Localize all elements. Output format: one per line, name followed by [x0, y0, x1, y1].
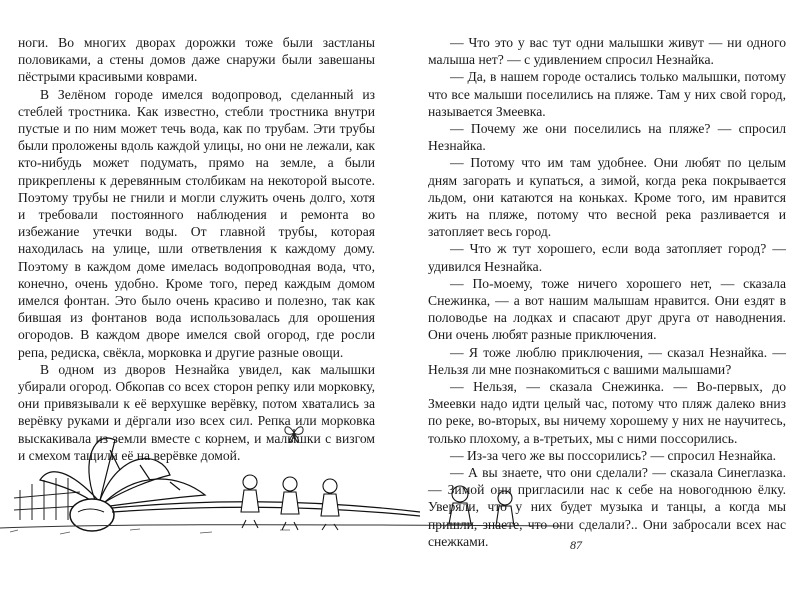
paragraph: — Да, в нашем городе остались только малышки, потому что все малыши поселились на пляже. Там у них свой город, называется Змеевка.: [428, 69, 786, 119]
page-number: 87: [570, 538, 582, 552]
paragraph: — Потому что им там удобнее. Они любят по целым дням загорать и купаться, а зимой, когда река покрывается льдом, они катаются на коньках. Кроме того, им нравится жить на пляже, потому что весной река разливается и затопляет весь город.: [428, 155, 786, 240]
paragraph: ноги. Во многих дворах дорожки тоже были застланы половиками, а стены домов даже снаружи были завешаны пёстрыми красивыми коврами.: [18, 35, 375, 85]
paragraph: В одном из дворов Незнайка увидел, как малышки убирали огород. Обкопав со всех сторон репку или морковку, они привязывали к её верхушке верёвку, потом хватались за верёвку руками и дёргали изо всех сил. Репка или морковка выскакивала из земли вместе с корнем, и малышки с визгом и смехом тащили её на верёвке домой.: [18, 361, 375, 463]
paragraph: — Почему же они поселились на пляже? — спросил Незнайка.: [428, 121, 786, 154]
paragraph: В Зелёном городе имелся водопровод, сделанный из стеблей тростника. Как известно, стебли тростника внутри пустые и по ним может течь вода, как по трубам. Эти трубы были проложены вдоль каждой улицы, но они не лежали, как кто-нибудь может подумать, прямо на земле, а были прикреплены к деревянным столбикам на некоторой высоте. Поэтому трубы не гнили и могли служить очень долго, хотя и требовали постоянного наблюдения и ремонта во избежание утечки воды. От главной трубы, которая находилась на улице, шли ответвления к каждому дому. Поэтому в каждом доме имелась водопроводная вода, что, конечно, очень удобно. Кроме того, перед каждым домом имелся фонтан. Это было очень красиво и полезно, так как бившая из фонтанов вода использовалась для орошения огородов. В каждом дворе имелся свой огород, где росли репа, редиска, свёкла, морковка и другие разные овощи.: [18, 86, 375, 360]
paragraph: — Что ж тут хорошего, если вода затопляет город? — удивился Незнайка.: [428, 241, 786, 274]
right-text-column: [428, 34, 786, 550]
paragraph: — Из-за чего же вы поссорились? — спросил Незнайка.: [450, 447, 776, 463]
paragraph: — Что это у вас тут одни малышки живут — ни одного малыша нет? — с удивлением спросил Незнайка.: [428, 35, 786, 68]
paragraph: — А вы знаете, что они сделали? — сказала Синеглазка. — Зимой они пригласили нас к себе на новогоднюю ёлку. Уверяли, что у них будет музыка и танцы, а когда мы пришли, знаете, что они сделали?.. Они забросали всех нас снежками.: [428, 465, 786, 549]
paragraph: — По-моему, тоже ничего хорошего нет, — сказала Снежинка, — а вот нашим малышам нравится. Они ездят в половодье на лодках и спасают друг друга от наводнения. Они очень любят разные приключения.: [428, 275, 786, 343]
left-text-column: [18, 34, 375, 464]
paragraph: — Я тоже люблю приключения, — сказал Незнайка. — Нельзя ли мне познакомиться с вашими малышами?: [428, 344, 786, 377]
paragraph: — Нельзя, — сказала Снежинка. — Во-первых, до Змеевки надо идти целый час, потому что пляж далеко вниз по реке, во-вторых, вы ничему хорошему у них не научитесь, только плохому, а в-третьих, мы с ними поссорились.: [428, 379, 786, 446]
